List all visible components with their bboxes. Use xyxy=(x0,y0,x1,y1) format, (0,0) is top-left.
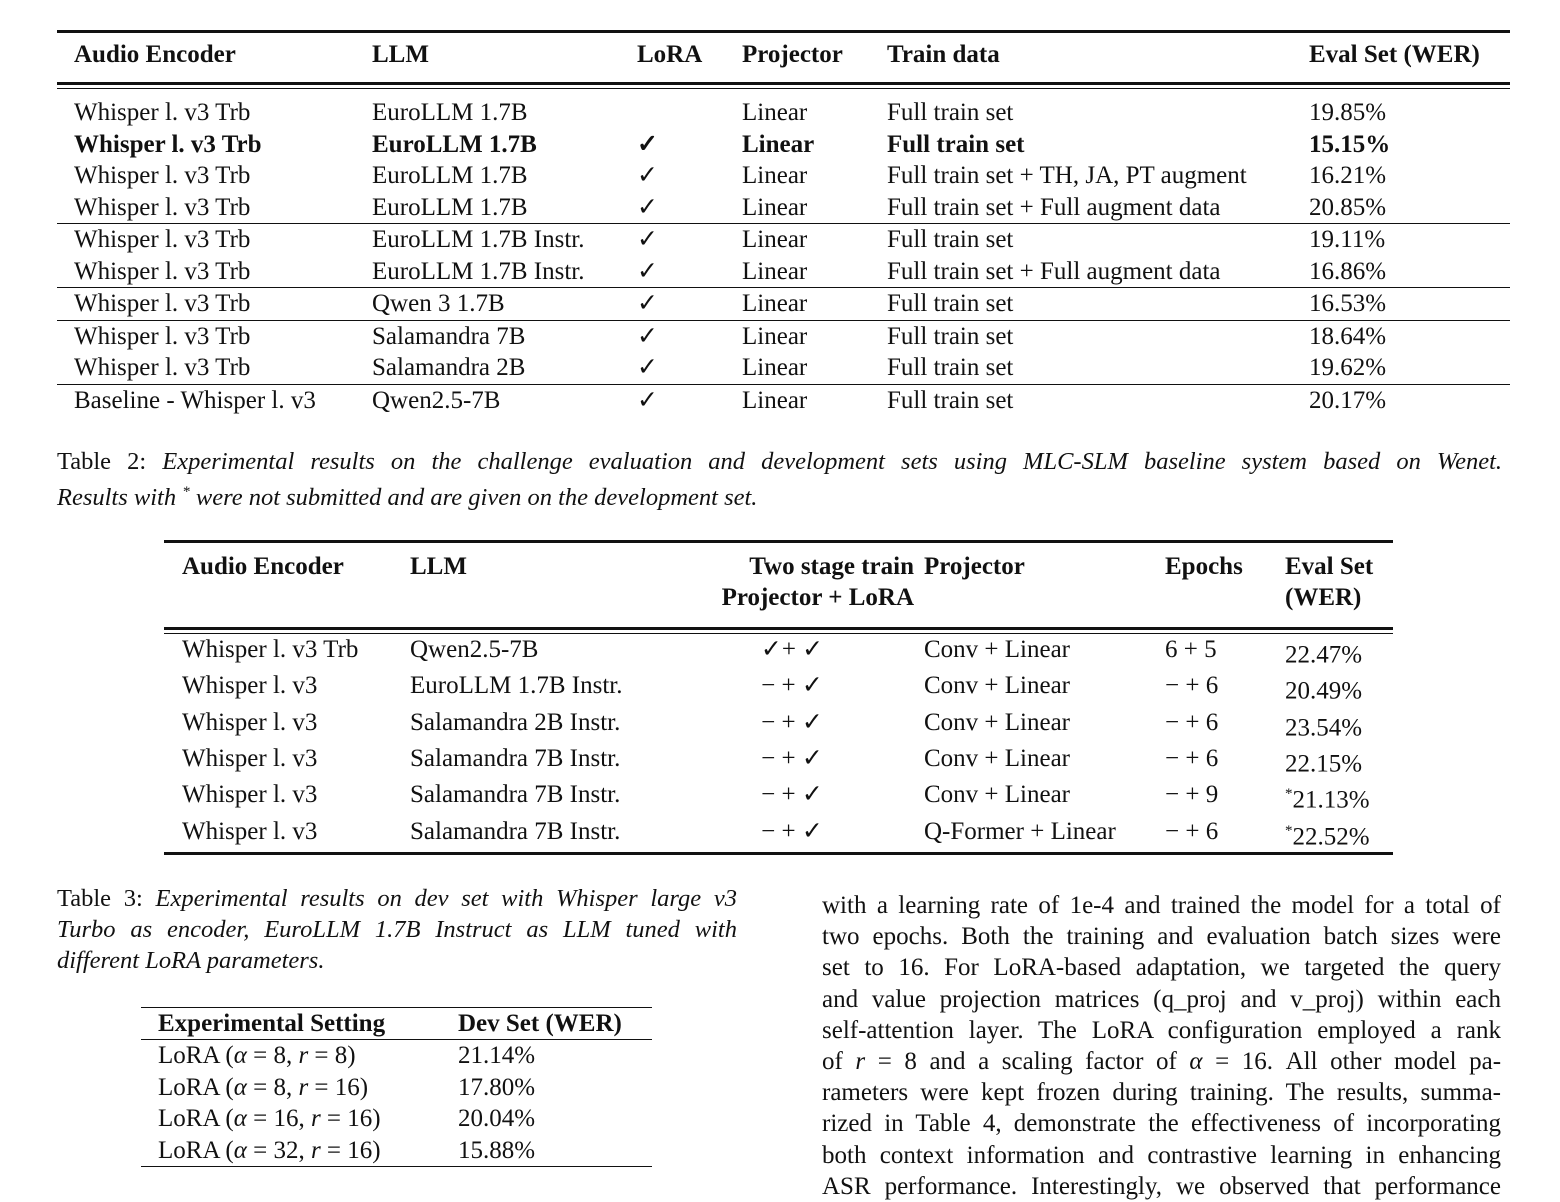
t1-cell-wer: 16.86% xyxy=(1309,257,1387,285)
t1-cell-train-data: Full train set xyxy=(887,322,1014,350)
t3-cell-setting: LoRA (α = 32, r = 16) xyxy=(158,1136,381,1164)
caption-text: Experimental results on dev set with Whisper large v3 xyxy=(155,885,737,912)
caption-text: were not submitted and are given on the development set. xyxy=(195,484,758,512)
body-line: rameters were kept frozen during training. The results, summa- xyxy=(822,1079,1501,1107)
t2-wer-value: 22.15% xyxy=(1285,750,1363,778)
table-row xyxy=(141,1135,652,1167)
math-symbol-r: r xyxy=(310,1105,321,1132)
t2-header-llm: LLM xyxy=(410,553,467,580)
t2-cell-wer xyxy=(1285,670,1393,706)
math-symbol-alpha: α xyxy=(233,1073,247,1101)
math-symbol-alpha: α xyxy=(233,1042,247,1069)
table-row xyxy=(57,384,1510,416)
t1-cell-wer: 15.15% xyxy=(1309,130,1391,158)
t2-cell-projector: Conv + Linear xyxy=(924,672,1071,700)
t3-cell-setting: LoRA (α = 8, r = 8) xyxy=(158,1042,356,1069)
t2-cell-two-stage: − + ✓ xyxy=(761,781,823,809)
t1-cell-lora: ✓ xyxy=(637,386,658,414)
t3-cell-wer: 21.14% xyxy=(458,1042,536,1069)
t1-cell-lora xyxy=(637,89,742,129)
t2-cell-two-stage: − + ✓ xyxy=(761,708,823,736)
t2-header-encoder: Audio Encoder xyxy=(182,553,344,580)
t2-cell-wer xyxy=(1285,816,1393,854)
t1-row-group xyxy=(57,384,1510,416)
t1-cell-projector: Linear xyxy=(742,386,808,414)
t1-cell-projector: Linear xyxy=(742,354,808,381)
t1-cell-wer: 19.85% xyxy=(1309,99,1387,126)
t2-header-wer-line1: Eval Set xyxy=(1285,553,1374,580)
t1-cell-wer: 16.21% xyxy=(1309,162,1387,189)
t2-header-two-stage-line1: Two stage train xyxy=(749,553,914,580)
t2-cell-llm: Salamandra 7B Instr. xyxy=(410,744,621,772)
t3-r-value: 16 xyxy=(347,1136,373,1164)
t1-cell-projector: Linear xyxy=(742,193,808,221)
t1-cell-projector: Linear xyxy=(742,162,808,189)
t2-cell-encoder: Whisper l. v3 xyxy=(182,817,318,845)
t1-cell-projector: Linear xyxy=(742,99,808,126)
t1-cell-llm: EuroLLM 1.7B Instr. xyxy=(372,226,585,253)
t3-header-setting: Experimental Setting xyxy=(158,1010,386,1037)
t3-alpha-value: 16 xyxy=(273,1105,299,1132)
results-table-1 xyxy=(57,30,1510,416)
t2-cell-projector: Conv + Linear xyxy=(924,744,1071,772)
table2-caption xyxy=(57,446,1502,513)
table1-header-row xyxy=(57,32,1510,84)
t2-header-wer xyxy=(1285,542,1393,629)
t2-cell-wer xyxy=(1285,707,1393,743)
table-row xyxy=(57,320,1510,352)
t3-cell-wer: 15.88% xyxy=(458,1136,536,1164)
t1-header-encoder: Audio Encoder xyxy=(74,41,236,68)
t1-cell-encoder: Whisper l. v3 Trb xyxy=(74,99,251,126)
t1-cell-llm: Qwen 3 1.7B xyxy=(372,290,505,317)
t1-cell-llm: EuroLLM 1.7B xyxy=(372,99,528,126)
t1-cell-train-data: Full train set xyxy=(887,386,1014,414)
t2-cell-encoder: Whisper l. v3 xyxy=(182,744,318,772)
t2-cell-wer xyxy=(1285,634,1393,671)
t1-cell-llm: EuroLLM 1.7B Instr. xyxy=(372,257,585,285)
table-row xyxy=(57,129,1510,161)
t1-cell-train-data: Full train set xyxy=(887,130,1025,158)
t2-header-wer-line2: (WER) xyxy=(1285,584,1362,611)
t2-header-epochs: Epochs xyxy=(1165,553,1243,580)
t2-cell-wer xyxy=(1285,743,1393,779)
table-row xyxy=(57,224,1510,256)
t1-cell-projector: Linear xyxy=(742,322,808,350)
t1-row-group xyxy=(57,288,1510,321)
body-line: set to 16. For LoRA-based adaptation, we targeted the query xyxy=(822,954,1501,982)
t1-cell-encoder: Whisper l. v3 Trb xyxy=(74,130,262,158)
t3-alpha-value: 32 xyxy=(273,1136,299,1164)
t2-cell-epochs: − + 6 xyxy=(1165,672,1219,700)
t3-alpha-value: 8 xyxy=(273,1042,286,1069)
t2-cell-projector: Q-Former + Linear xyxy=(924,817,1116,845)
t1-cell-projector: Linear xyxy=(742,290,808,317)
table-row xyxy=(164,743,1393,779)
t3-r-value: 16 xyxy=(347,1105,373,1132)
t2-cell-encoder: Whisper l. v3 Trb xyxy=(182,636,359,663)
caption-text: Results with xyxy=(57,484,177,512)
t1-cell-llm: EuroLLM 1.7B xyxy=(372,193,528,221)
math-symbol-alpha: α xyxy=(233,1105,247,1132)
body-line: with a learning rate of 1e-4 and trained the model for a total of xyxy=(822,892,1501,919)
t1-cell-llm: Salamandra 7B xyxy=(372,322,526,350)
table-row xyxy=(141,1103,652,1135)
table-row xyxy=(164,707,1393,743)
t1-cell-projector: Linear xyxy=(742,257,808,285)
caption-text: Experimental results on the challenge evaluation and development sets using MLC-SLM baseline system based on Wenet. xyxy=(162,448,1502,475)
t2-cell-two-stage: ✓+ ✓ xyxy=(760,636,824,663)
caption-label: Table 3: xyxy=(57,885,143,912)
t1-header-projector: Projector xyxy=(742,41,843,68)
t1-row-group xyxy=(57,320,1510,384)
t1-cell-lora: ✓ xyxy=(637,322,658,350)
t2-cell-two-stage: − + ✓ xyxy=(761,817,823,845)
t1-cell-lora: ✓ xyxy=(637,162,658,189)
t1-cell-train-data: Full train set + Full augment data xyxy=(887,257,1221,285)
t2-cell-llm: Salamandra 7B Instr. xyxy=(410,817,621,845)
t1-header-train-data: Train data xyxy=(887,41,1000,68)
t1-cell-train-data: Full train set xyxy=(887,226,1014,253)
t3-cell-wer: 20.04% xyxy=(458,1105,536,1132)
t1-cell-llm: EuroLLM 1.7B xyxy=(372,162,528,189)
t3-cell-setting: LoRA (α = 8, r = 16) xyxy=(158,1073,369,1101)
body-line xyxy=(822,1046,1501,1077)
table-row xyxy=(164,670,1393,706)
t1-cell-train-data: Full train set + Full augment data xyxy=(887,193,1221,221)
t3-body xyxy=(141,1040,652,1167)
t1-cell-encoder: Whisper l. v3 Trb xyxy=(74,354,251,381)
t3-setting-label: LoRA xyxy=(158,1105,220,1132)
t2-body xyxy=(164,634,1393,854)
t3-setting-label: LoRA xyxy=(158,1042,220,1069)
t1-header-wer: Eval Set (WER) xyxy=(1309,41,1480,68)
t2-cell-wer xyxy=(1285,779,1393,815)
table-row xyxy=(141,1040,652,1072)
t2-wer-value: 23.54% xyxy=(1285,713,1363,741)
t3-r-value: 16 xyxy=(334,1073,360,1101)
t2-wer-value: 22.52% xyxy=(1292,822,1370,850)
t2-cell-llm: Salamandra 7B Instr. xyxy=(410,781,621,809)
t1-cell-train-data: Full train set xyxy=(887,99,1014,126)
t3-header-wer: Dev Set (WER) xyxy=(458,1010,622,1037)
t2-cell-epochs: − + 9 xyxy=(1165,781,1219,809)
t3-cell-wer: 17.80% xyxy=(458,1073,536,1101)
asterisk-mark: * xyxy=(182,484,190,500)
body-paragraph xyxy=(822,890,1501,1202)
t1-header-lora: LoRA xyxy=(637,41,703,68)
t2-cell-epochs: − + 6 xyxy=(1165,817,1219,845)
table-row xyxy=(164,634,1393,671)
t1-cell-wer: 16.53% xyxy=(1309,290,1387,317)
body-line: ASR performance. Interestingly, we observed that performance xyxy=(822,1172,1501,1200)
caption-text: different LoRA parameters. xyxy=(57,947,325,974)
t1-cell-wer: 20.17% xyxy=(1309,386,1387,414)
math-symbol-r: r xyxy=(855,1048,866,1076)
body-text-fragment: = 16. All other model pa- xyxy=(1215,1048,1502,1076)
table-row xyxy=(57,256,1510,288)
t1-cell-encoder: Whisper l. v3 Trb xyxy=(74,226,251,253)
t1-cell-wer: 19.62% xyxy=(1309,354,1387,381)
results-table-3 xyxy=(141,1007,652,1167)
table-row xyxy=(57,89,1510,129)
t1-cell-encoder: Whisper l. v3 Trb xyxy=(74,322,251,350)
t1-cell-lora: ✓ xyxy=(637,130,658,158)
t1-cell-encoder: Whisper l. v3 Trb xyxy=(74,162,251,189)
t1-cell-wer: 20.85% xyxy=(1309,193,1387,221)
t1-cell-train-data: Full train set + TH, JA, PT augment xyxy=(887,162,1247,189)
math-symbol-r: r xyxy=(310,1136,321,1164)
table-row xyxy=(57,192,1510,224)
math-symbol-r: r xyxy=(298,1042,309,1069)
table3-header-row xyxy=(141,1008,652,1040)
t1-cell-projector: Linear xyxy=(742,130,815,158)
t2-cell-two-stage: − + ✓ xyxy=(761,672,823,700)
t2-wer-value: 22.47% xyxy=(1285,641,1363,669)
table3-caption xyxy=(57,883,737,976)
t1-cell-wer: 18.64% xyxy=(1309,322,1387,350)
t1-header-llm: LLM xyxy=(372,41,429,68)
t1-cell-train-data: Full train set xyxy=(887,290,1014,317)
table-row xyxy=(164,816,1393,854)
t1-cell-encoder: Whisper l. v3 Trb xyxy=(74,193,251,221)
table-row xyxy=(57,352,1510,384)
t2-cell-projector: Conv + Linear xyxy=(924,708,1071,736)
math-symbol-r: r xyxy=(298,1073,309,1101)
t2-wer-value: 20.49% xyxy=(1285,677,1363,705)
asterisk-mark: * xyxy=(1285,822,1293,839)
table-row xyxy=(141,1072,652,1104)
t3-setting-label: LoRA xyxy=(158,1073,220,1101)
t3-cell-setting: LoRA (α = 16, r = 16) xyxy=(158,1105,381,1132)
body-line: two epochs. Both the training and evaluation batch sizes were xyxy=(822,923,1501,951)
asterisk-mark: * xyxy=(1285,786,1293,803)
t2-cell-llm: Qwen2.5-7B xyxy=(410,636,539,663)
t1-cell-wer: 19.11% xyxy=(1309,226,1386,253)
table2-header-row xyxy=(164,542,1393,629)
t2-cell-llm: Salamandra 2B Instr. xyxy=(410,708,621,736)
t1-cell-lora: ✓ xyxy=(637,354,658,381)
body-text-fragment: of xyxy=(822,1048,843,1076)
t3-alpha-value: 8 xyxy=(273,1073,286,1101)
t2-cell-epochs: − + 6 xyxy=(1165,744,1219,772)
t3-r-value: 8 xyxy=(334,1042,348,1069)
t2-cell-encoder: Whisper l. v3 xyxy=(182,672,318,700)
math-symbol-alpha: α xyxy=(1189,1048,1203,1076)
t1-cell-llm: EuroLLM 1.7B xyxy=(372,130,537,158)
t1-cell-encoder: Whisper l. v3 Trb xyxy=(74,290,251,317)
t2-header-two-stage-line2: Projector + LoRA xyxy=(721,584,914,611)
t2-cell-epochs: 6 + 5 xyxy=(1165,636,1217,663)
body-line: both context information and contrastive learning in enhancing xyxy=(822,1141,1501,1169)
t1-cell-lora: ✓ xyxy=(637,290,658,317)
t2-cell-projector: Conv + Linear xyxy=(924,781,1071,809)
body-text-fragment: = 8 and a scaling factor of xyxy=(877,1048,1177,1076)
t3-setting-label: LoRA xyxy=(158,1136,220,1164)
t2-header-projector: Projector xyxy=(924,553,1025,580)
t1-cell-train-data: Full train set xyxy=(887,354,1014,381)
caption-text: Turbo as encoder, EuroLLM 1.7B Instruct as LLM tuned with xyxy=(57,916,737,943)
table-row xyxy=(57,160,1510,192)
results-table-2 xyxy=(164,540,1393,855)
table-row xyxy=(164,779,1393,815)
t1-cell-encoder: Whisper l. v3 Trb xyxy=(74,257,251,285)
t1-cell-lora: ✓ xyxy=(637,226,658,253)
t1-cell-llm: Qwen2.5-7B xyxy=(372,386,501,414)
t2-wer-value: 21.13% xyxy=(1292,786,1370,814)
t1-cell-projector: Linear xyxy=(742,226,808,253)
t2-header-two-stage xyxy=(660,542,924,629)
body-line: rized in Table 4, demonstrate the effectiveness of incorporating xyxy=(822,1110,1501,1138)
t1-cell-encoder: Baseline - Whisper l. v3 xyxy=(74,386,316,414)
t1-cell-lora: ✓ xyxy=(637,193,658,221)
t1-cell-llm: Salamandra 2B xyxy=(372,354,526,381)
t1-row-group xyxy=(57,224,1510,288)
t1-row-group xyxy=(57,89,1510,224)
body-line: self-attention layer. The LoRA configuration employed a rank xyxy=(822,1016,1501,1044)
caption-label: Table 2: xyxy=(57,448,147,475)
t2-cell-llm: EuroLLM 1.7B Instr. xyxy=(410,672,623,700)
t2-cell-encoder: Whisper l. v3 xyxy=(182,781,318,809)
math-symbol-alpha: α xyxy=(233,1136,247,1164)
table-row xyxy=(57,288,1510,321)
t2-cell-encoder: Whisper l. v3 xyxy=(182,708,318,736)
t2-cell-two-stage: − + ✓ xyxy=(761,744,823,772)
t2-cell-projector: Conv + Linear xyxy=(924,636,1071,663)
t2-cell-epochs: − + 6 xyxy=(1165,708,1219,736)
body-line: and value projection matrices (q_proj and v_proj) within each xyxy=(822,985,1501,1013)
t1-cell-lora: ✓ xyxy=(637,257,658,285)
